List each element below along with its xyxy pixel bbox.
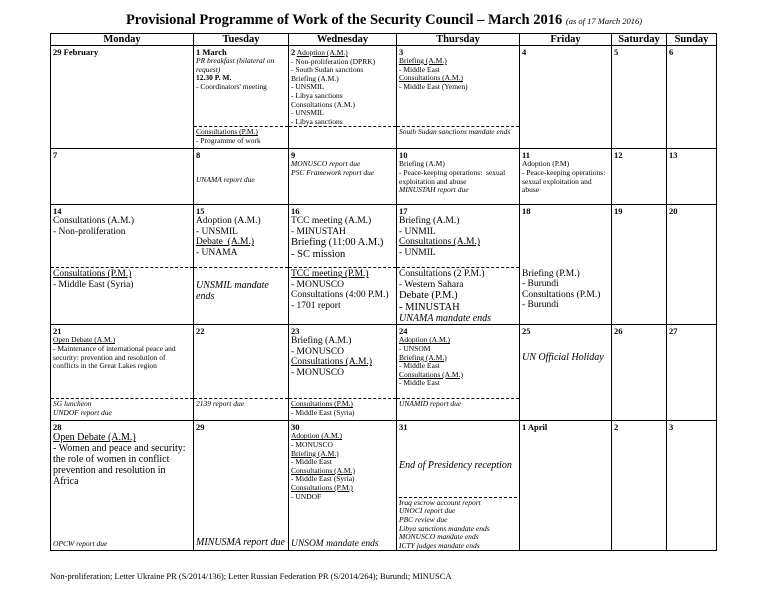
header-friday: Friday <box>520 34 612 46</box>
day-cell: 20 <box>667 205 717 268</box>
day-cell: 22 <box>194 325 289 399</box>
day-cell: 23 Briefing (A.M.) - MONUSCO Consultations (A.M.) - MONUSCO <box>289 325 397 399</box>
day-cell: 2 <box>612 421 667 551</box>
day-cell: 15 Adoption (A.M.) - UNSMIL Debate (A.M.) - UNAMA <box>194 205 289 268</box>
day-cell: 5 <box>612 46 667 127</box>
day-cell: 6 <box>667 46 717 127</box>
header-thursday: Thursday <box>397 34 520 46</box>
day-cell: 26 <box>612 325 667 399</box>
day-cell: 14 Consultations (A.M.) - Non-proliferation <box>51 205 194 268</box>
week-row <box>51 205 717 268</box>
day-cell: 25 UN Official Holiday <box>520 325 612 399</box>
day-cell: 2 Adoption (A.M.) - Non-proliferation (DPRK) - South Sudan sanctions Briefing (A.M.) - UNSMIL - Libya sanctions Consultations (A.M.) - UNSMIL - Libya sanctions <box>289 46 397 127</box>
day-cell: 24 Adoption (A.M.) - UNSOM Briefing (A.M.) - Middle East Consultations (A.M.) - Middle East <box>397 325 520 399</box>
day-cell: 13 <box>667 149 717 205</box>
day-cell: 18 <box>520 205 612 268</box>
week-row-bottom: Consultations (P.M.) - Programme of work South Sudan sanctions mandate ends <box>51 127 717 149</box>
day-cell: 30 Adoption (A.M.) - MONUSCO Briefing (A.M.) - Middle East Consultations (A.M.) - Middle East (Syria) Consultations (P.M.) - UNDOF UNSOM mandate ends <box>289 421 397 551</box>
week-row <box>51 149 717 205</box>
day-cell: 21 Open Debate (A.M.) - Maintenance of international peace and security: prevention and resolution of conflicts in the Great Lakes region <box>51 325 194 399</box>
day-cell: 17 Briefing (A.M.) - UNMIL Consultations (A.M.) - UNMIL <box>397 205 520 268</box>
day-cell: 7 <box>51 149 194 205</box>
header-saturday: Saturday <box>612 34 667 46</box>
day-cell: 1 March PR breakfast (bilateral on request) 12.30 P. M. - Coordinators' meeting <box>194 46 289 127</box>
day-cell: 8 UNAMA report due <box>194 149 289 205</box>
day-cell: 11 Adoption (P.M) - Peace-keeping operations: sexual exploitation and abuse <box>520 149 612 205</box>
day-cell: 29 February <box>51 46 194 127</box>
day-cell: 12 <box>612 149 667 205</box>
header-sunday: Sunday <box>667 34 717 46</box>
header-row <box>51 34 717 46</box>
footer-note: Non-proliferation; Letter Ukraine PR (S/2014/136); Letter Russian Federation PR (S/2014/264); Burundi; MINUSCA <box>50 571 452 581</box>
day-cell: 31 End of Presidency reception Iraq escrow account report UNOCI report due PBC review due Libya sanctions mandate ends MONUSCO mandate ends ICTY judges mandate ends <box>397 421 520 551</box>
day-cell: 3 Briefing (A.M.) - Middle East Consultations (A.M.) - Middle East (Yemen) <box>397 46 520 127</box>
day-cell: 10 Briefing (A.M) - Peace-keeping operations: sexual exploitation and abuse MINUSTAH report due <box>397 149 520 205</box>
day-cell: 19 <box>612 205 667 268</box>
day-cell: 16 TCC meeting (A.M.) - MINUSTAH Briefing (11:00 A.M.) - SC mission <box>289 205 397 268</box>
day-cell: 27 <box>667 325 717 399</box>
day-cell: 3 <box>667 421 717 551</box>
header-monday: Monday <box>51 34 194 46</box>
week-row <box>51 46 717 127</box>
day-cell: 28 Open Debate (A.M.) - Women and peace and security: the role of women in conflict prevention and resolution in Africa OPCW report due <box>51 421 194 551</box>
week-row-bottom: SG luncheon UNDOF report due 2139 report due Consultations (P.M.) - Middle East (Syria) UNAMID report due <box>51 399 717 421</box>
week-row <box>51 421 717 551</box>
week-row <box>51 325 717 399</box>
day-cell: 29 MINUSMA report due <box>194 421 289 551</box>
as-of-date: (as of 17 March 2016) <box>565 16 643 26</box>
day-cell: 9 MONUSCO report due PSC Framework report due <box>289 149 397 205</box>
page-title: Provisional Programme of Work of the Security Council – March 2016 (as of 17 March 2016) <box>125 12 643 28</box>
header-tuesday: Tuesday <box>194 34 289 46</box>
header-wednesday: Wednesday <box>289 34 397 46</box>
day-cell: 4 <box>520 46 612 127</box>
calendar-table <box>50 33 717 551</box>
day-cell: 1 April <box>520 421 612 551</box>
week-row-bottom: Consultations (P.M.) - Middle East (Syria) UNSMIL mandate ends TCC meeting (P.M.) - MONUSCO Consultations (4:00 P.M.) - 1701 report Consultations (2 P.M.) - Western Sahara Debate (P.M.) - MINUSTAH UNAMA mandate ends Briefing (P.M.) - Burundi Consultations (P.M.) - Burundi <box>51 268 717 325</box>
